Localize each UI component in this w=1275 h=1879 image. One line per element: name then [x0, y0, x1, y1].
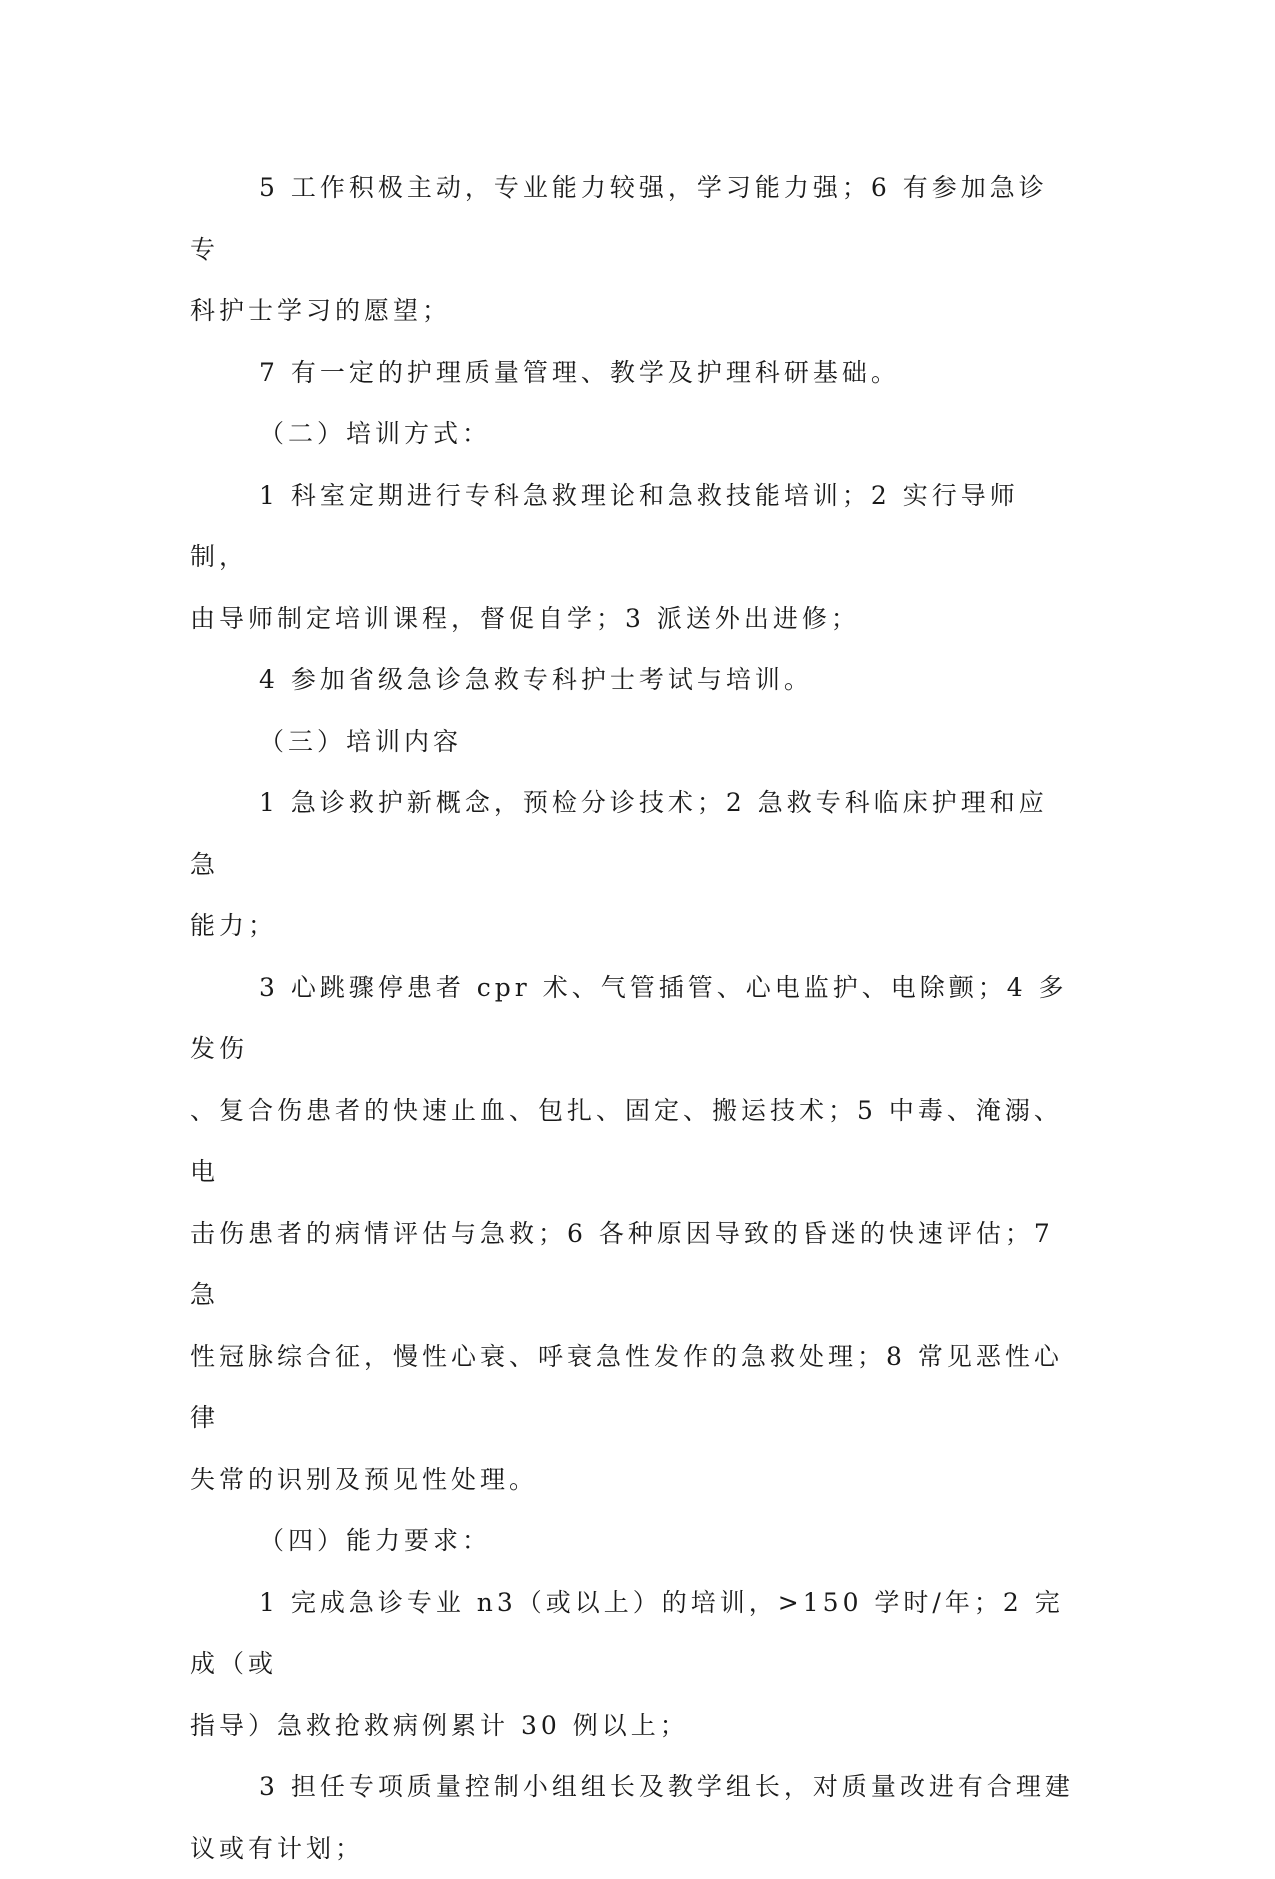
- text-line: 议或有计划；: [190, 1833, 365, 1863]
- document-body: [190, 157, 1075, 1879]
- text-line: 能力；: [190, 911, 278, 940]
- paragraph-qualification-7: [190, 342, 1075, 404]
- text-line: 1 完成急诊专业 n3（或以上）的培训，>150 学时/年；2 完成（或: [190, 1587, 1064, 1678]
- text-line: 5 工作积极主动，专业能力较强，学习能力强；6 有参加急诊专: [190, 173, 1048, 264]
- section-heading-ability-requirements: [190, 1510, 1075, 1572]
- section-heading-training-content: [190, 711, 1075, 773]
- heading-text: （二）培训方式：: [259, 419, 492, 448]
- paragraph-training-method-1-3: [190, 465, 1075, 650]
- heading-text: （三）培训内容: [259, 726, 463, 756]
- text-line: 3 担任专项质量控制小组组长及教学组长，对质量改进有合理建: [259, 1772, 1074, 1801]
- text-line: 科护士学习的愿望；: [190, 296, 452, 325]
- text-line: 1 急诊救护新概念，预检分诊技术；2 急救专科临床护理和应急: [190, 788, 1048, 879]
- paragraph-ability-3: [190, 1756, 1075, 1879]
- text-line: 1 科室定期进行专科急救理论和急救技能培训；2 实行导师制，: [190, 480, 1019, 571]
- text-line: 性冠脉综合征，慢性心衰、呼衰急性发作的急救处理；8 常见恶性心律: [190, 1341, 1063, 1432]
- text-line: 击伤患者的病情评估与急救；6 各种原因导致的昏迷的快速评估；7 急: [190, 1218, 1054, 1309]
- text-line: 、复合伤患者的快速止血、包扎、固定、搬运技术；5 中毒、淹溺、电: [190, 1095, 1063, 1186]
- text-line: 失常的识别及预见性处理。: [190, 1464, 539, 1494]
- text-line: 4 参加省级急诊急救专科护士考试与培训。: [259, 665, 813, 694]
- text-line: 7 有一定的护理质量管理、教学及护理科研基础。: [259, 357, 900, 387]
- paragraph-training-content-1-2: [190, 772, 1075, 957]
- text-line: 指导）急救抢救病例累计 30 例以上；: [190, 1710, 689, 1740]
- section-heading-training-method: [190, 403, 1075, 465]
- paragraph-training-content-3-8: [190, 957, 1075, 1511]
- paragraph-training-method-4: [190, 649, 1075, 711]
- paragraph-ability-1-2: [190, 1572, 1075, 1757]
- text-line: 由导师制定培训课程，督促自学；3 派送外出进修；: [190, 603, 860, 633]
- paragraph-qualification-5-6: [190, 157, 1075, 342]
- text-line: 3 心跳骤停患者 cpr 术、气管插管、心电监护、电除颤；4 多发伤: [190, 972, 1068, 1063]
- heading-text: （四）能力要求：: [259, 1526, 492, 1555]
